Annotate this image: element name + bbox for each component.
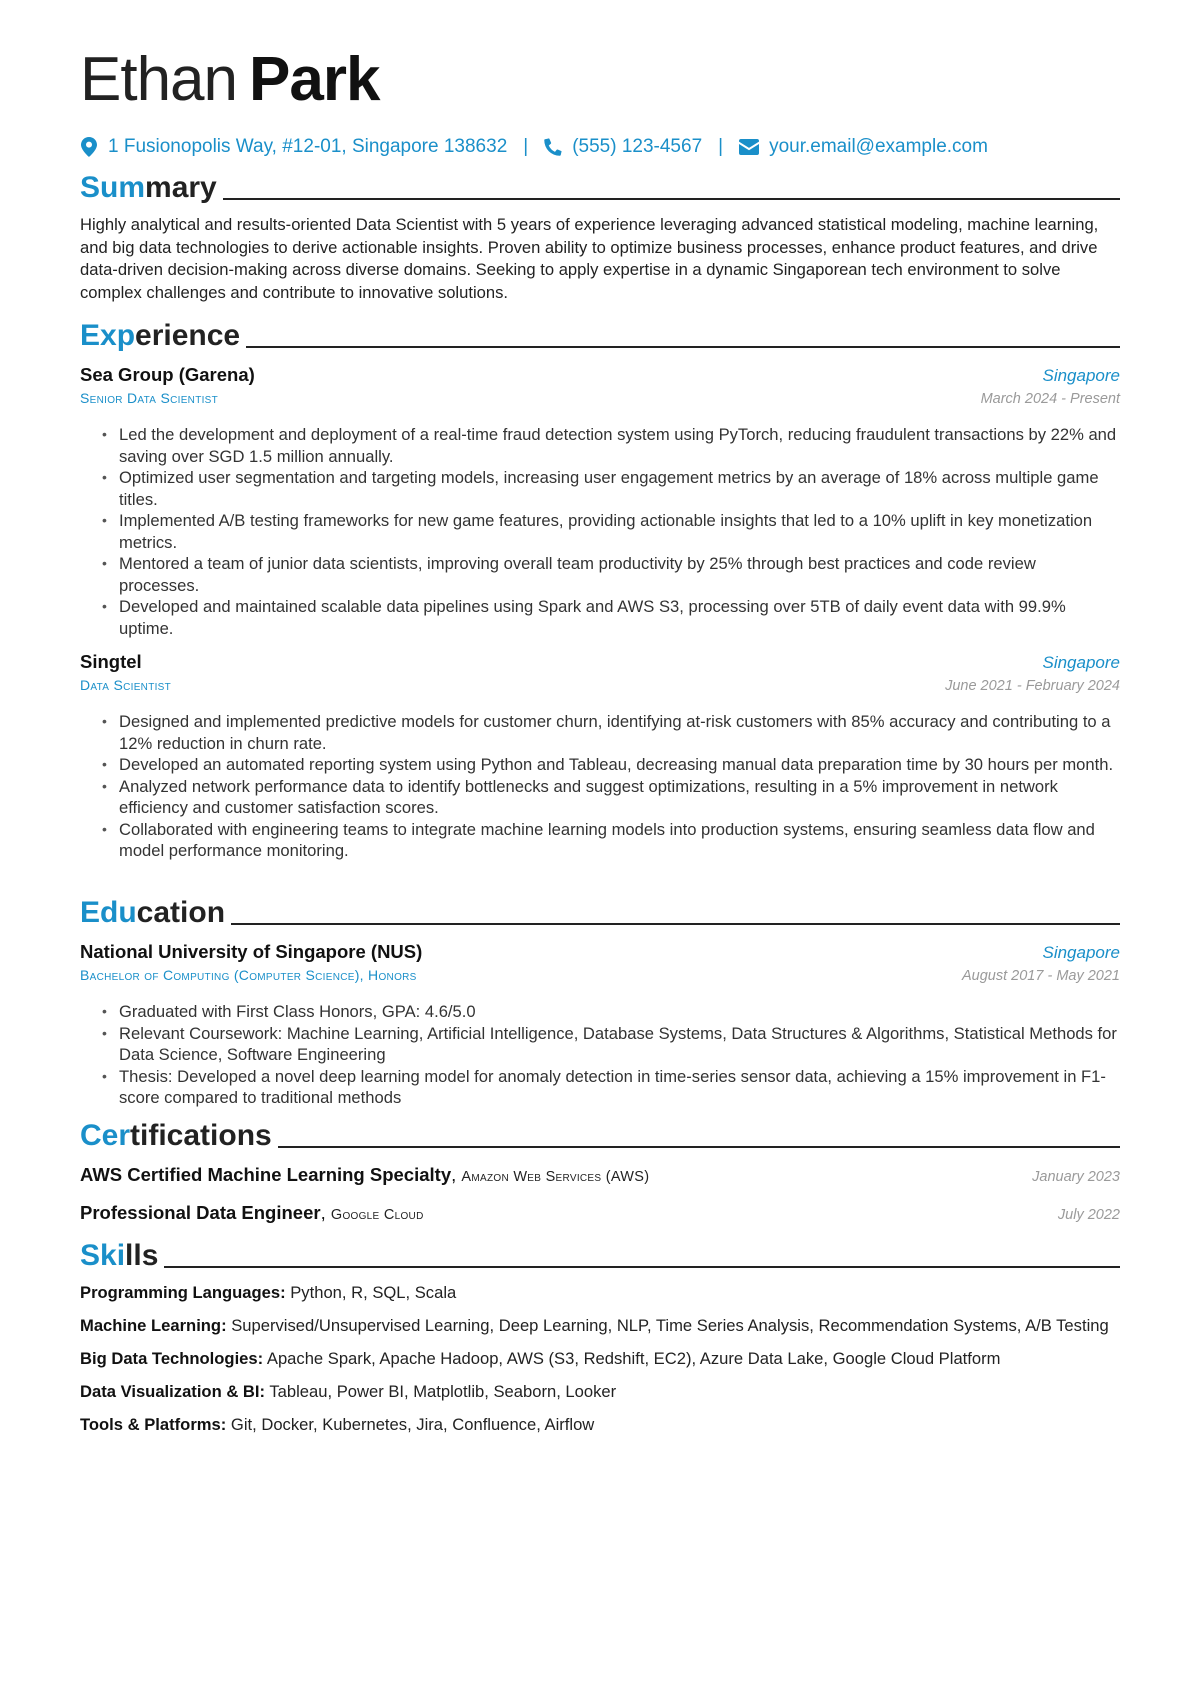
job-dates: June 2021 - February 2024	[945, 678, 1120, 694]
skills-title-rest: lls	[125, 1239, 159, 1272]
skill-value: Python, R, SQL, Scala	[290, 1283, 457, 1302]
last-name: Park	[249, 45, 380, 114]
education-title-rest: cation	[136, 896, 226, 929]
job-role: Data Scientist	[80, 677, 172, 693]
cert-title: Professional Data Engineer, Google Cloud	[80, 1202, 424, 1223]
list-item: • Graduated with First Class Honors, GPA: 4.6/5.0	[100, 1001, 1120, 1023]
list-item: • Developed and maintained scalable data pipelines using Spark and AWS S3, processing over 5TB of daily event data with 99.9% uptime.	[100, 596, 1120, 639]
school-location: Singapore	[1042, 943, 1120, 962]
address-text[interactable]: 1 Fusionopolis Way, #12-01, Singapore 138632	[108, 136, 508, 157]
job-bullets	[100, 424, 1120, 639]
cert-issuer: Google Cloud	[330, 1207, 424, 1223]
summary-heading	[80, 170, 1120, 206]
cert-name: Professional Data Engineer	[80, 1202, 321, 1223]
cert-title: AWS Certified Machine Learning Specialty, Amazon Web Services (AWS)	[80, 1164, 650, 1185]
cert-item	[80, 1164, 1120, 1186]
summary-title-accent: Sum	[80, 171, 146, 204]
section-rule	[164, 1266, 1120, 1268]
phone-icon	[544, 137, 562, 157]
job-subheader	[80, 677, 1120, 694]
skill-row	[80, 1315, 1120, 1337]
list-item: • Optimized user segmentation and targeting models, increasing user engagement metrics by an average of 18% across multiple game titles.	[100, 467, 1120, 510]
education-subheader	[80, 967, 1120, 984]
summary-title	[80, 170, 217, 206]
cert-name: AWS Certified Machine Learning Specialty	[80, 1164, 452, 1185]
section-rule	[246, 346, 1120, 348]
experience-title-accent: Exp	[80, 319, 136, 352]
cert-item	[80, 1202, 1120, 1224]
experience-title-rest: erience	[135, 319, 241, 352]
education-title-accent: Edu	[80, 896, 137, 929]
school-name: National University of Singapore (NUS)	[80, 941, 423, 962]
certifications-title	[80, 1118, 272, 1154]
job-org: Sea Group (Garena)	[80, 364, 255, 385]
section-rule	[223, 198, 1120, 200]
email-link[interactable]: your.email@example.com	[769, 136, 988, 157]
certifications-title-accent: Cer	[80, 1119, 131, 1152]
summary-text: Highly analytical and results-oriented Data Scientist with 5 years of experience leveraging advanced statistical modeling, machine learning, and big data technologies to derive actionable insights. Proven ability to optimize business processes, enhance product features, and drive data-driven decision-making across diverse domains. Seeking to apply expertise in a dynamic Singaporean tech environment to solve complex challenges and contribute to innovative solutions.	[80, 215, 1099, 302]
education-header	[80, 941, 1120, 963]
list-item: • Collaborated with engineering teams to integrate machine learning models into production systems, ensuring seamless data flow and model performance monitoring.	[100, 819, 1120, 862]
first-name: Ethan	[80, 45, 238, 114]
job-role: Senior Data Scientist	[80, 390, 219, 406]
education-bullets	[100, 1001, 1120, 1109]
experience-title	[80, 318, 240, 354]
skill-value: Supervised/Unsupervised Learning, Deep Learning, NLP, Time Series Analysis, Recommendation Systems, A/B Testing	[231, 1316, 1109, 1335]
degree: Bachelor of Computing (Computer Science), Honors	[80, 967, 417, 983]
education-dates: August 2017 - May 2021	[962, 968, 1120, 984]
job-dates: March 2024 - Present	[980, 391, 1120, 407]
list-item: • Analyzed network performance data to identify bottlenecks and suggest optimizations, resulting in a 5% improvement in network efficiency and customer satisfaction scores.	[100, 776, 1120, 819]
job-org: Singtel	[80, 651, 142, 672]
summary-title-rest: mary	[145, 171, 217, 204]
envelope-icon	[739, 139, 759, 155]
skills-title-accent: Ski	[80, 1239, 126, 1272]
candidate-name	[80, 42, 379, 118]
phone-item	[544, 133, 702, 161]
address-item	[80, 133, 507, 161]
phone-text[interactable]: (555) 123-4567	[572, 136, 703, 157]
job-header	[80, 364, 1120, 386]
skill-label: Tools & Platforms:	[80, 1415, 227, 1434]
skill-value: Git, Docker, Kubernetes, Jira, Confluence, Airflow	[230, 1415, 595, 1434]
job-bullets	[100, 711, 1120, 862]
cert-date: July 2022	[1057, 1207, 1120, 1223]
section-rule	[231, 923, 1120, 925]
cert-date: January 2023	[1032, 1169, 1120, 1185]
skill-label: Big Data Technologies:	[80, 1349, 264, 1368]
contact-line	[80, 133, 988, 161]
cert-issuer: Amazon Web Services (AWS)	[461, 1169, 650, 1185]
list-item: • Developed an automated reporting system using Python and Tableau, decreasing manual data preparation time by 30 hours per month.	[100, 754, 1120, 776]
list-item: • Mentored a team of junior data scientists, improving overall team productivity by 25% through best practices and code review processes.	[100, 553, 1120, 596]
job-location: Singapore	[1042, 653, 1120, 672]
skill-label: Machine Learning:	[80, 1316, 227, 1335]
skill-label: Data Visualization & BI:	[80, 1382, 266, 1401]
skill-value: Apache Spark, Apache Hadoop, AWS (S3, Redshift, EC2), Azure Data Lake, Google Cloud Platform	[266, 1349, 1001, 1368]
list-item: • Relevant Coursework: Machine Learning, Artificial Intelligence, Database Systems, Data Structures & Algorithms, Statistical Methods for Data Science, Software Engineering	[100, 1023, 1120, 1066]
education-title	[80, 895, 225, 931]
job-location: Singapore	[1042, 366, 1120, 385]
list-item: • Led the development and deployment of a real-time fraud detection system using PyTorch, reducing fraudulent transactions by 22% and saving over SGD 1.5 million annually.	[100, 424, 1120, 467]
skill-value: Tableau, Power BI, Matplotlib, Seaborn, Looker	[269, 1382, 617, 1401]
contact-separator: |	[718, 136, 724, 157]
list-item: • Designed and implemented predictive models for customer churn, identifying at-risk customers with 85% accuracy and contributing to a 12% reduction in churn rate.	[100, 711, 1120, 754]
skills-heading	[80, 1238, 1120, 1274]
skill-row	[80, 1348, 1120, 1370]
skills-title	[80, 1238, 158, 1274]
skill-row	[80, 1381, 1120, 1403]
experience-heading	[80, 318, 1120, 354]
list-item: • Thesis: Developed a novel deep learning model for anomaly detection in time-series sensor data, achieving a 15% improvement in F1-score compared to traditional methods	[100, 1066, 1120, 1109]
certifications-title-rest: tifications	[130, 1119, 272, 1152]
section-rule	[278, 1146, 1120, 1148]
certifications-heading	[80, 1118, 1120, 1154]
skill-row	[80, 1282, 1120, 1304]
contact-separator: |	[523, 136, 529, 157]
skill-row	[80, 1414, 1120, 1436]
job-subheader	[80, 390, 1120, 407]
education-heading	[80, 895, 1120, 931]
list-item: • Implemented A/B testing frameworks for new game features, providing actionable insights that led to a 10% uplift in key monetization metrics.	[100, 510, 1120, 553]
skill-label: Programming Languages:	[80, 1283, 286, 1302]
job-header	[80, 651, 1120, 673]
map-marker-icon	[80, 137, 98, 157]
email-item	[739, 133, 988, 161]
